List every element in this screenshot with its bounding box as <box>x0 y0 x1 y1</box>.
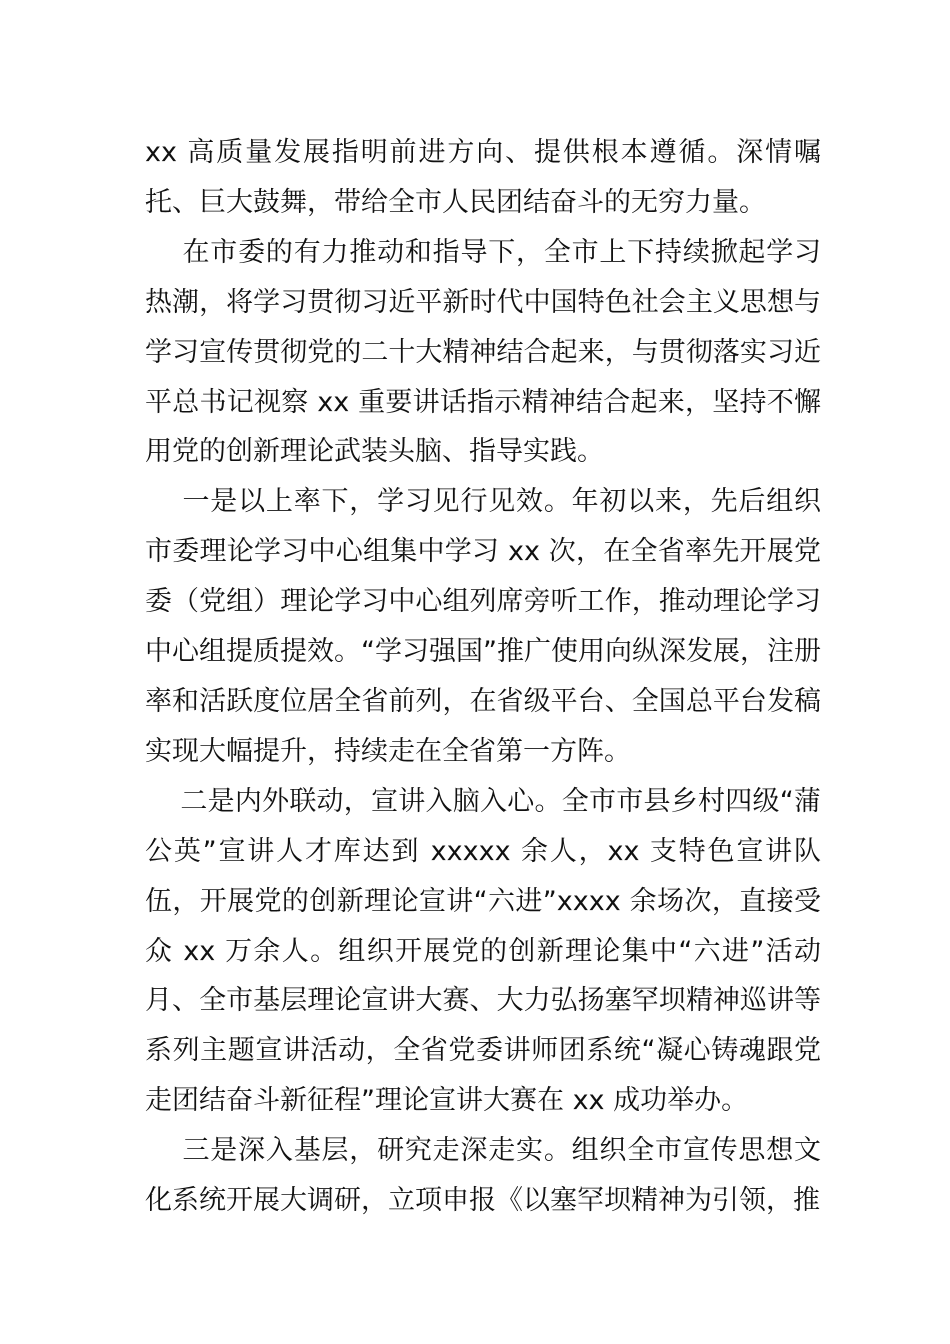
document-body <box>145 128 821 1226</box>
paragraph-continuation: xx 高质量发展指明前进方向、提供根本遵循。深情嘱托、巨大鼓舞，带给全市人民团结奋斗的无穷力量。 <box>145 137 821 218</box>
paragraph-point-two: 二是内外联动，宣讲入脑入心。全市市县乡村四级“蒲公英”宣讲人才库达到 xxxxx 余人，xx 支特色宣讲队伍，开展党的创新理论宣讲“六进”xxxx 余场次，直接受众 xx 万余人。组织开展党的创新理论集中“六进”活动月、全市基层理论宣讲大赛、大力弘扬塞罕坝精神巡讲等系列主题宣讲活动，全省党委讲师团系统“凝心铸魂跟党走团结奋斗新征程”理论宣讲大赛在 xx 成功举办。 <box>145 785 821 1117</box>
paragraph-point-one: 一是以上率下，学习见行见效。年初以来，先后组织市委理论学习中心组集中学习 xx 次，在全省率先开展党委（党组）理论学习中心组列席旁听工作，推动理论学习中心组提质提效。“学习强国”推广使用向纵深发展，注册率和活跃度位居全省前列，在省级平台、全国总平台发稿实现大幅提升，持续走在全省第一方阵。 <box>145 486 821 767</box>
paragraph-study-campaign: 在市委的有力推动和指导下，全市上下持续掀起学习热潮，将学习贯彻习近平新时代中国特色社会主义思想与学习宣传贯彻党的二十大精神结合起来，与贯彻落实习近平总书记视察 xx 重要讲话指示精神结合起来，坚持不懈用党的创新理论武装头脑、指导实践。 <box>145 236 821 468</box>
paragraph-point-three: 三是深入基层，研究走深走实。组织全市宣传思想文化系统开展大调研，立项申报《以塞罕坝精神为引领，推 <box>145 1135 821 1217</box>
